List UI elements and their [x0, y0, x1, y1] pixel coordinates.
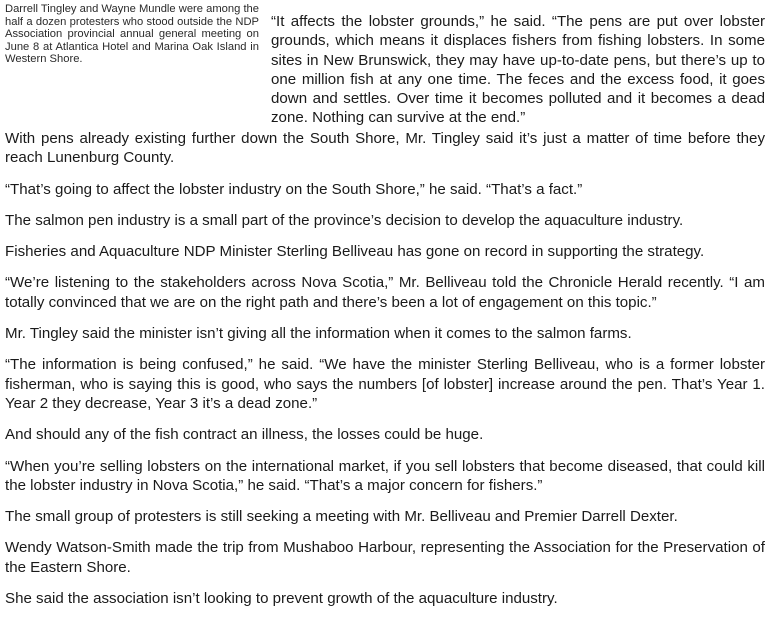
- body-paragraph: Wendy Watson-Smith made the trip from Mushaboo Harbour, representing the Association for the Preservation of the Eastern Shore.: [5, 539, 765, 576]
- body-paragraph: She said the association isn’t looking to prevent growth of the aquaculture industry.: [5, 590, 558, 608]
- body-paragraph: Fisheries and Aquaculture NDP Minister Sterling Belliveau has gone on record in supporting the strategy.: [5, 243, 705, 261]
- article-body: [5, 129, 765, 620]
- body-paragraph: Mr. Tingley said the minister isn’t giving all the information when it comes to the salmon farms.: [5, 325, 632, 343]
- body-paragraph: “When you’re selling lobsters on the international market, if you sell lobsters that become diseased, that could kill the lobster industry in Nova Scotia,” he said. “That’s a major concern for fishers.”: [5, 457, 765, 494]
- body-paragraph: And should any of the fish contract an illness, the losses could be huge.: [5, 426, 484, 444]
- lead-quote-paragraph: “It affects the lobster grounds,” he said. “The pens are put over lobster grounds, which means it displaces fishers from fishing lobsters. In some sites in New Brunswick, they may have up-to-date pens, but there’s up to one million fish at any one time. The feces and the excess food, it goes down and settles. Over time it becomes polluted and it becomes a dead zone. Nothing can survive at the end.”: [271, 13, 765, 127]
- body-paragraph: “The information is being confused,” he said. “We have the minister Sterling Belliveau, who is a former lobster fisherman, who is saying this is good, who says the numbers [of lobster] increase around the pen. That’s Year 1. Year 2 they decrease, Year 3 it’s a dead zone.”: [5, 356, 765, 412]
- body-paragraph: With pens already existing further down the South Shore, Mr. Tingley said it’s just a matter of time before they reach Lunenburg County.: [5, 130, 765, 167]
- body-paragraph: “That’s going to affect the lobster industry on the South Shore,” he said. “That’s a fact.”: [5, 180, 583, 198]
- body-paragraph: The small group of protesters is still seeking a meeting with Mr. Belliveau and Premier Darrell Dexter.: [5, 508, 678, 526]
- body-paragraph: “We’re listening to the stakeholders across Nova Scotia,” Mr. Belliveau told the Chronicle Herald recently. “I am totally convinced that we are on the right path and there’s been a lot of engagement on this topic.”: [5, 274, 765, 311]
- body-paragraph: The salmon pen industry is a small part of the province’s decision to develop the aquaculture industry.: [5, 211, 684, 229]
- photo-caption: Darrell Tingley and Wayne Mundle were among the half a dozen protesters who stood outside the NDP Association provincial annual general meeting on June 8 at Atlantica Hotel and Marina Oak Island in Western Shore.: [5, 3, 259, 66]
